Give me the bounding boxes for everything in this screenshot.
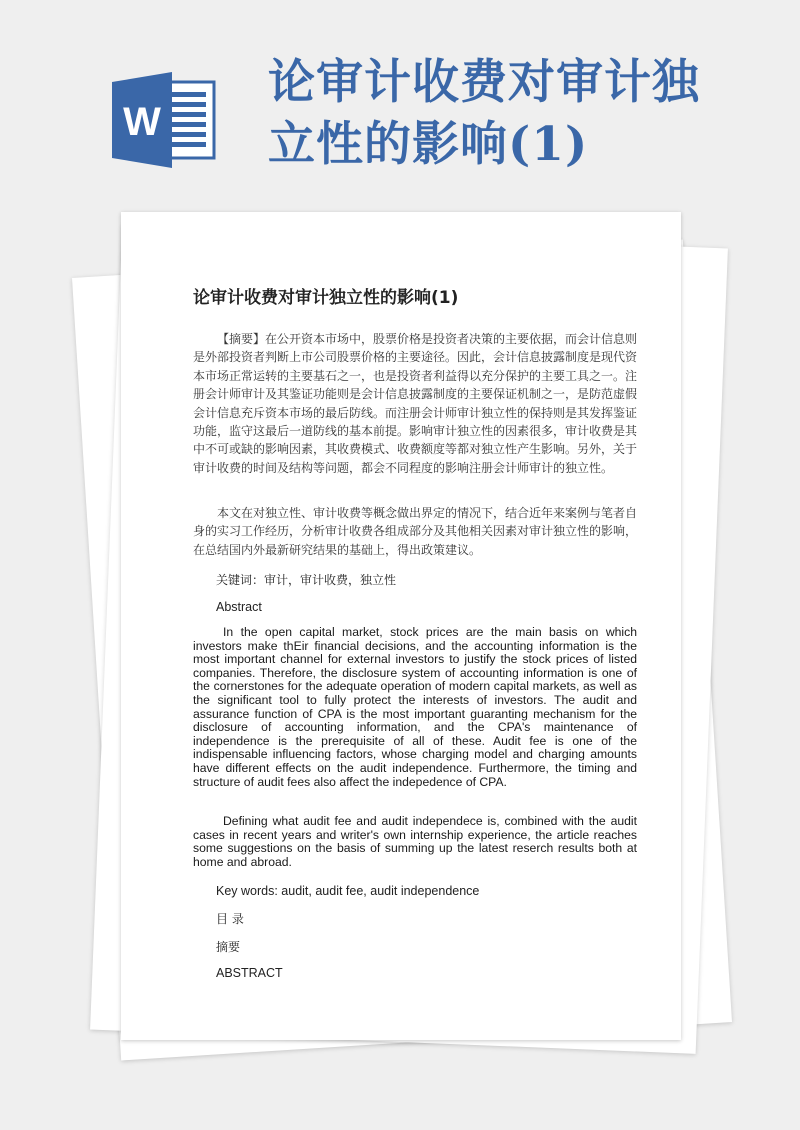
abstract-en-paragraph: In the open capital market, stock prices are the main basis on which investors make thEir financial decisions, and the accounting information is the most important channel for external investors to justify the stock prices of listed companies. Therefore, the disclosure system of accounting information is one of the cornerstones for the adequate operation of modern capital markets, as well as the significant tool to fully protect the interests of investors. The audit and assurance function of CPA is the most important guaranting mechanism for the disclosure of accounting information, and the CPA's maintenance of independence is the prerequisite of all of these. Audit fee is one of the indispensable influencing factors, whose charging model and charging amounts have different effects on the audit independence. Furthermore, the timing and structure of audit fees also affect the indepedence of CPA. xyxy=(193,625,637,789)
intro-en-paragraph: Defining what audit fee and audit independece is, combined with the audit cases in recent years and writer's own internship experience, the article reaches some suggestions on the basis of summing up the latest reserch results both at home and abroad. xyxy=(193,814,637,869)
page-title: 论审计收费对审计独立性的影响(1) xyxy=(268,55,700,172)
document-title: 论审计收费对审计独立性的影响(1) xyxy=(193,288,459,308)
toc-item: ABSTRACT xyxy=(216,966,283,980)
toc-heading: 目 录 xyxy=(216,912,244,926)
keywords-en: Key words: audit, audit fee, audit independence xyxy=(216,884,480,898)
keywords-zh: 关键词：审计，审计收费，独立性 xyxy=(216,573,397,587)
page-header xyxy=(268,52,738,176)
toc-item: 摘要 xyxy=(216,940,241,954)
word-icon xyxy=(110,72,218,168)
abstract-heading: Abstract xyxy=(216,600,262,614)
intro-zh-paragraph: 本文在对独立性、审计收费等概念做出界定的情况下，结合近年来案例与笔者自身的实习工作经历，分析审计收费各组成部分及其他相关因素对审计独立性的影响，在总结国内外最新研究结果的基础上，得出政策建议。 xyxy=(193,506,638,557)
word-logo-letter: W xyxy=(123,100,161,144)
abstract-zh-paragraph: 【摘要】在公开资本市场中，股票价格是投资者决策的主要依据，而会计信息则是外部投资者判断上市公司股票价格的主要途径。因此，会计信息披露制度是现代资本市场正常运转的主要基石之一，也是投资者利益得以充分保护的主要工具之一。注册会计师审计及其鉴证功能则是会计信息披露制度的主要保证机制之一，是防范虚假会计信息充斥资本市场的最后防线。而注册会计师审计独立性的保持则是其发挥鉴证功能，监守这最后一道防线的基本前提。影响审计独立性的因素很多，审计收费是其中不可或缺的影响因素，其收费模式、收费额度等都对独立性产生影响。另外，关于审计收费的时间及结构等问题，都会不同程度的影响注册会计师审计的独立性。 xyxy=(193,332,638,475)
